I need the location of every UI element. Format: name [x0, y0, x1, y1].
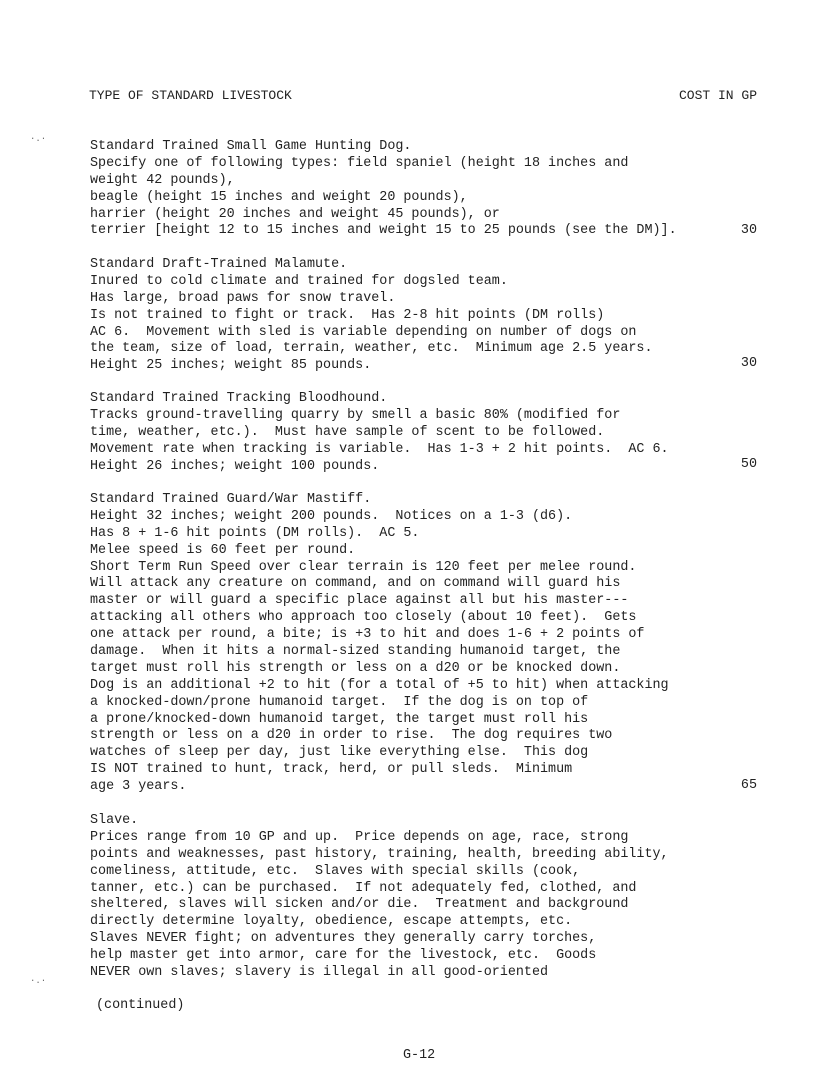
column-header-cost: COST IN GP	[678, 88, 757, 103]
entry-line: a knocked-down/prone humanoid target. If the dog is on top of	[90, 694, 589, 710]
entry-line: Specify one of following types: field spaniel (height 18 inches and	[90, 155, 629, 171]
entry-line: Will attack any creature on command, and on command will guard his	[90, 576, 621, 592]
entry-line: attacking all others who approach too closely (about 10 feet). Gets	[90, 610, 637, 626]
entry-line: target must roll his strength or less on a d20 or be knocked down.	[90, 660, 621, 676]
entry-line: directly determine loyalty, obedience, escape attempts, etc.	[90, 914, 573, 930]
entry-line: Height 26 inches; weight 100 pounds.	[90, 458, 380, 474]
entry-line: Slaves NEVER fight; on adventures they generally carry torches,	[90, 931, 597, 947]
entry-line: Dog is an additional +2 to hit (for a total of +5 to hit) when attacking	[90, 677, 669, 693]
entry-line: comeliness, attitude, etc. Slaves with special skills (cook,	[90, 863, 581, 879]
entry-title: Standard Trained Tracking Bloodhound.	[90, 391, 388, 406]
cost-value: 65	[740, 778, 757, 793]
entry-line: master or will guard a specific place against all but his master---	[90, 593, 629, 609]
entry-line: Height 32 inches; weight 200 pounds. Notices on a 1-3 (d6).	[90, 508, 573, 524]
entry-line: tanner, etc.) can be purchased. If not adequately fed, clothed, and	[90, 880, 637, 896]
entry-bloodhound	[90, 391, 755, 475]
entry-line: Melee speed is 60 feet per round.	[90, 542, 356, 558]
cost-value: 50	[740, 457, 757, 472]
entry-malamute	[90, 257, 755, 375]
entry-mastiff	[90, 492, 755, 796]
entry-line: Tracks ground-travelling quarry by smell a basic 80% (modified for	[90, 407, 621, 423]
entry-line: weight 42 pounds),	[90, 172, 235, 188]
continued-note: (continued)	[96, 998, 185, 1013]
entry-line: Movement rate when tracking is variable. Has 1-3 + 2 hit points. AC 6.	[90, 441, 669, 457]
entry-line: a prone/knocked-down humanoid target, the target must roll his	[90, 711, 589, 727]
entry-line: sheltered, slaves will sicken and/or die. Treatment and background	[90, 897, 629, 913]
scan-speck: ·.·	[30, 134, 47, 144]
page-number: G-12	[403, 1048, 436, 1063]
entry-line: beagle (height 15 inches and weight 20 pounds),	[90, 189, 468, 205]
entry-line: age 3 years.	[90, 779, 187, 795]
scan-speck: ·.·	[30, 976, 47, 986]
entry-line: Inured to cold climate and trained for dogsled team.	[90, 273, 508, 289]
entry-title: Standard Draft-Trained Malamute.	[90, 257, 348, 272]
entry-line: terrier [height 12 to 15 inches and weight 15 to 25 pounds (see the DM)].	[90, 223, 677, 239]
entry-line: NEVER own slaves; slavery is illegal in all good-oriented	[90, 965, 549, 981]
entry-line: help master get into armor, care for the livestock, etc. Goods	[90, 948, 597, 964]
entry-line: Prices range from 10 GP and up. Price depends on age, race, strong	[90, 829, 629, 845]
entry-slave	[90, 813, 755, 982]
entry-line: points and weaknesses, past history, training, health, breeding ability,	[90, 846, 669, 862]
entry-line: AC 6. Movement with sled is variable depending on number of dogs on	[90, 324, 637, 340]
entry-line: Has large, broad paws for snow travel.	[90, 290, 396, 306]
entry-line: time, weather, etc.). Must have sample of scent to be followed.	[90, 424, 605, 440]
entry-line: one attack per round, a bite; is +3 to hit and does 1-6 + 2 points of	[90, 627, 645, 643]
entry-line: the team, size of load, terrain, weather, etc. Minimum age 2.5 years.	[90, 341, 653, 357]
cost-value: 30	[740, 356, 757, 371]
entry-line: harrier (height 20 inches and weight 45 pounds), or	[90, 206, 500, 222]
entry-line: damage. When it hits a normal-sized standing humanoid target, the	[90, 644, 621, 660]
entry-line: Short Term Run Speed over clear terrain is 120 feet per melee round.	[90, 559, 637, 575]
entry-line: Is not trained to fight or track. Has 2-8 hit points (DM rolls)	[90, 307, 605, 323]
entry-hunting-dog	[90, 139, 755, 240]
entry-line: Height 25 inches; weight 85 pounds.	[90, 358, 372, 374]
entry-line: IS NOT trained to hunt, track, herd, or pull sleds. Minimum	[90, 762, 573, 778]
entry-title: Standard Trained Guard/War Mastiff.	[90, 492, 372, 507]
column-header-type: TYPE OF STANDARD LIVESTOCK	[89, 88, 292, 103]
entry-title: Standard Trained Small Game Hunting Dog.	[90, 139, 412, 154]
entry-line: watches of sleep per day, just like everything else. This dog	[90, 745, 589, 761]
cost-value: 30	[740, 223, 757, 238]
entry-line: strength or less on a d20 in order to rise. The dog requires two	[90, 728, 613, 744]
entry-line: Has 8 + 1-6 hit points (DM rolls). AC 5.	[90, 525, 420, 541]
entry-title: Slave.	[90, 813, 139, 828]
